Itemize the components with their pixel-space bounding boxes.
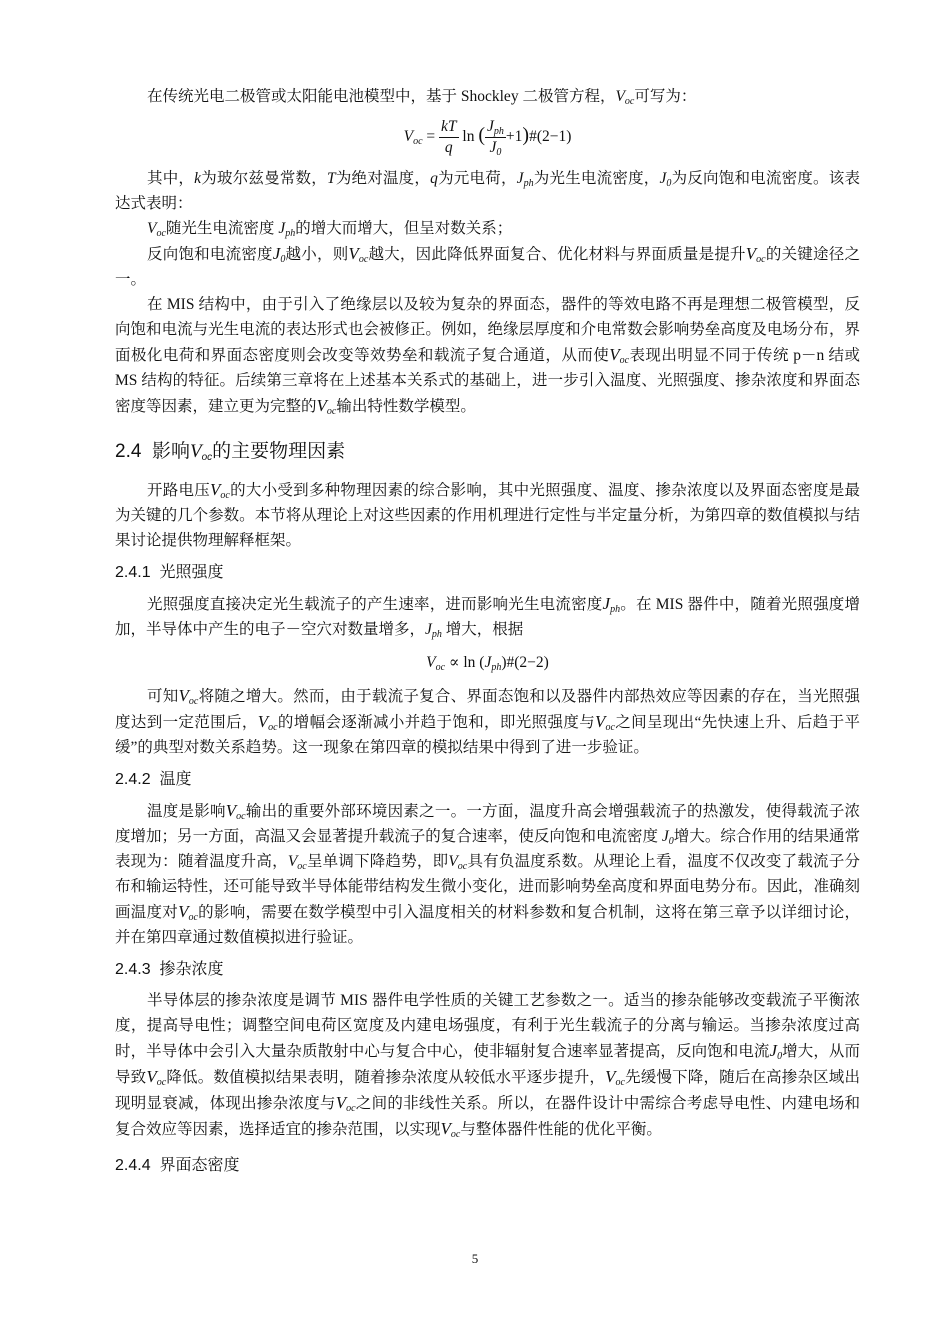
equation-tag: #(2−2) <box>506 654 549 671</box>
equation-2-1: $V_{oc}$ = $\frac{kT}{q}$ ln ( $\frac{J_{ph}}{J_0}$ +1)#(2−1) <box>403 118 572 158</box>
paragraph-light-intensity: 光照强度直接决定光生载流子的产生速率，进而影响光生电流密度$J_{ph}$。在 MIS 器件中，随着光照强度增加，半导体中产生的电子－空穴对数量增多，$J_{ph}$ 增大，根据 <box>115 594 860 640</box>
equation-tag: #(2−1) <box>529 128 572 146</box>
subsection-heading-2-4-2: 2.4.2 温度 <box>115 771 192 788</box>
page-number: 5 <box>471 1251 479 1266</box>
document-page <box>115 84 860 1184</box>
paragraph-temperature: 温度是影响$V_{oc}$输出的重要外部环境因素之一。一方面，温度升高会增强载流子的热激发，使得载流子浓度增加；另一方面，高温又会显著提升载流子的复合速率，使反向饱和电流密度 $J_0$增大。综合作用的结果通常表现为：随着温度升高，$V_{oc}$呈单调下降趋势，即$V_{oc}$具有负温度系数。从理论上看，温度不仅改变了载流子分布和输运特性，还可能导致半导体能带结构发生微小变化，进而影响势垒高度和界面电势分布。因此，准确刻画温度对$V_{oc}$的影响，需要在数学模型中引入温度相关的材料参数和复合机制，这将在第三章予以详细讨论，并在第四章通过数值模拟进行验证。 <box>115 801 860 946</box>
paragraph-shockley-intro: 在传统光电二极管或太阳能电池模型中，基于 Shockley 二极管方程，$V_{oc}$可写为： <box>147 88 697 107</box>
equation-2-2: $V_{oc} \propto \ln$ $(J_{ph})\#(2-2)$ <box>426 654 549 673</box>
paragraph-variables: 其中，k为玻尔兹曼常数，T为绝对温度，q为元电荷，$J_{ph}$为光生电流密度，$J_0$为反向饱和电流密度。该表达式表明： <box>115 170 860 212</box>
subsection-heading-2-4-4: 2.4.4 界面态密度 <box>115 1157 240 1174</box>
paragraph-point-1: $V_{oc}$随光生电流密度 $J_{ph}$的增大而增大，但呈对数关系； <box>147 220 513 239</box>
paragraph-doping: 半导体层的掺杂浓度是调节 MIS 器件电学性质的关键工艺参数之一。适当的掺杂能够改变载流子平衡浓度，提高导电性；调整空间电荷区宽度及内建电场强度，有利于光生载流子的分离与输运。当掺杂浓度过高时，半导体中会引入大量杂质散射中心与复合中心，使非辐射复合速率显著提高，反向饱和电流$J_0$增大，从而导致$V_{oc}$降低。数值模拟结果表明，随着掺杂浓度从较低水平逐步提升，$V_{oc}$先缓慢下降，随后在高掺杂区域出现明显衰减，体现出掺杂浓度与$V_{oc}$之间的非线性关系。所以，在器件设计中需综合考虑导电性、内建电场和复合效应等因素，选择适宜的掺杂范围，以实现$V_{oc}$与整体器件性能的优化平衡。 <box>115 992 860 1140</box>
subsection-heading-2-4-1: 2.4.1 光照强度 <box>115 564 224 581</box>
paragraph-light-trend: 可知$V_{oc}$将随之增大。然而，由于载流子复合、界面态饱和以及器件内部热效应等因素的存在，当光照强度达到一定范围后，$V_{oc}$的增幅会逐渐减小并趋于饱和，即光照强度与$V_{oc}$之间呈现出“先快速上升、后趋于平缓”的典型对数关系趋势。这一现象在第四章的模拟结果中得到了进一步验证。 <box>115 686 860 756</box>
paragraph-section-intro: 开路电压$V_{oc}$的大小受到多种物理因素的综合影响，其中光照强度、温度、掺杂浓度以及界面态密度是最为关键的几个参数。本节将从理论上对这些因素的作用机理进行定性与半定量分析，为第四章的数值模拟与结果讨论提供物理解释框架。 <box>115 480 860 549</box>
paragraph-point-2: 反向饱和电流密度$J_0$越小，则$V_{oc}$越大，因此降低界面复合、优化材料与界面质量是提升$V_{oc}$的关键途径之一。 <box>115 244 860 288</box>
section-heading-2-4: 2.4 影响$V_{oc}$的主要物理因素 <box>115 441 346 463</box>
subsection-heading-2-4-3: 2.4.3 掺杂浓度 <box>115 961 224 978</box>
paragraph-mis-structure: 在 MIS 结构中，由于引入了绝缘层以及较为复杂的界面态，器件的等效电路不再是理想二极管模型，反向饱和电流与光生电流的表达形式也会被修正。例如，绝缘层厚度和介电常数会影响势垒高度及电场分布，界面极化电荷和界面态密度则会改变等效势垒和载流子复合通道，从而使$V_{oc}$表现出明显不同于传统 p－n 结或 MS 结构的特征。后续第三章将在上述基本关系式的基础上，进一步引入温度、光照强度、掺杂浓度和界面态密度等因素，建立更为完整的$V_{oc}$输出特性数学模型。 <box>115 296 860 417</box>
